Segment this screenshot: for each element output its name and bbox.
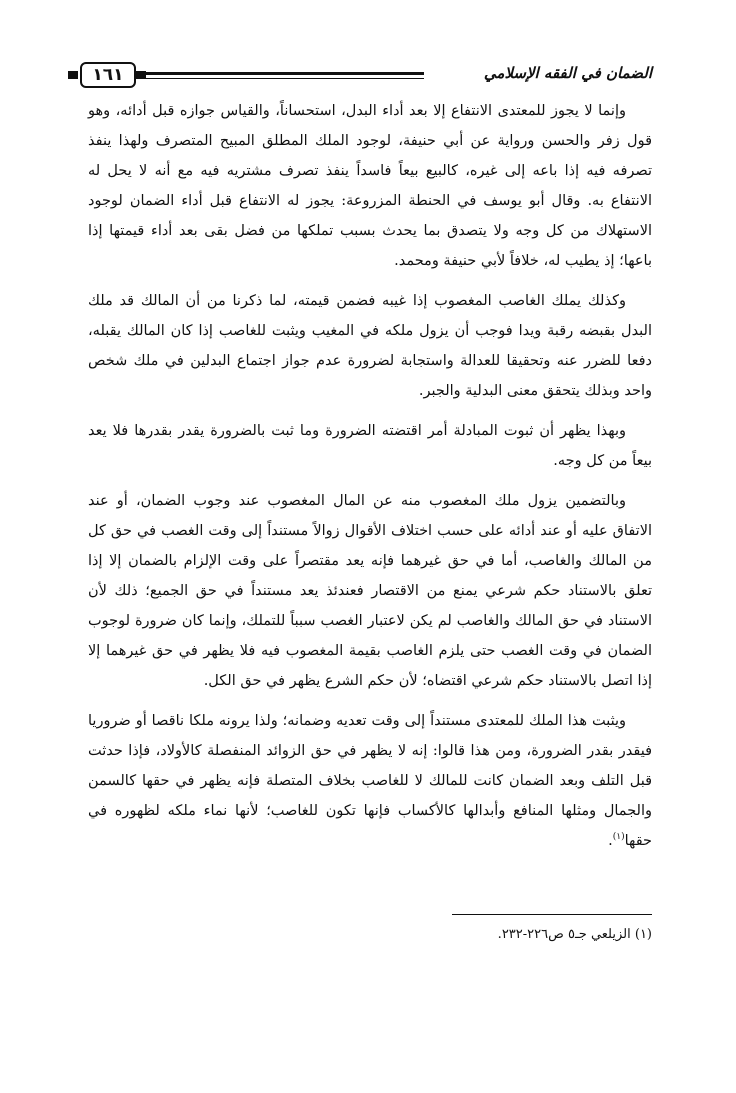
paragraph-2: وكذلك يملك الغاصب المغصوب إذا غيبه فضمن قيمته، لما ذكرنا من أن المالك قد ملك البدل بقبضه رقبة ويدا فوجب أن يزول ملكه في المغيب ويثبت للغاصب إذا كان المالك يقبله، دفعا للضرر عنه وتحقيقا للعدالة واستجابة لضرورة عدم جواز اجتماع البدلين في ملك شخص واحد وبذلك يتحقق معنى البدلية والجبر. — [88, 293, 652, 399]
header-rule-thin — [142, 78, 424, 79]
footnote-divider — [452, 914, 652, 915]
page-number-ornament-right — [136, 71, 146, 79]
paragraph-5-text: ويثبت هذا الملك للمعتدى مستنداً إلى وقت تعديه وضمانه؛ ولذا يرونه ملكا ناقصا أو ضروريا فيقدر بقدر الضرورة، ومن هذا قالوا: إنه لا يظهر في حق الزوائد المنفصلة كالأولاد، فإذا حدثت قبل التلف وبعد الضمان كانت للمالك لا للغاصب بخلاف المتصلة فإنه يظهر في حقها كالسمن والجمال ومثلها المنافع وأبدالها كالأكساب فإنها تكون للغاصب؛ لأنها نماء ملكه لظهوره في حقها — [88, 713, 652, 849]
paragraph-5 — [88, 706, 652, 856]
page-header — [62, 62, 652, 92]
page-number-ornament-left — [68, 71, 78, 79]
paragraph-5-end: . — [608, 833, 613, 849]
footnote-marker: (١) — [612, 832, 625, 843]
body-text — [88, 96, 652, 866]
footnote: (١) الزيلعي جـ٥ ص٢٢٦-٢٣٢. — [497, 927, 652, 942]
book-title: الضمان في الفقه الإسلامي — [483, 64, 652, 82]
page-number: ١٦١ — [80, 62, 136, 88]
paragraph-1: وإنما لا يجوز للمعتدى الانتفاع إلا بعد أداء البدل، استحساناً، والقياس جوازه قبل أدائه، وهو قول زفر والحسن ورواية عن أبي حنيفة، لوجود الملك المطلق المبيح المتصرف ولهذا ينفذ تصرفه فيه إذا باعه إلى غيره، كالبيع بيعاً فاسداً ينفذ تصرف مشتريه فيه مع أنه لا يحل له الانتفاع به. وقال أبو يوسف في الحنطة المزروعة: يجوز له الانتفاع قبل أداء الضمان لوجود الاستهلاك من كل وجه ولا يتصدق بما يحدث بسبب تملكها من فضل بقى بعد أداء قيمتها إذا باعها؛ إذ يطيب له، خلافاً لأبي حنيفة ومحمد. — [88, 103, 652, 269]
paragraph-3: وبهذا يظهر أن ثبوت المبادلة أمر اقتضته الضرورة وما ثبت بالضرورة يقدر بقدرها فلا يعد بيعاً من كل وجه. — [88, 423, 652, 469]
paragraph-4: وبالتضمين يزول ملك المغصوب منه عن المال المغصوب عند وجوب الضمان، أو عند الاتفاق عليه أو عند أدائه على حسب اختلاف الأقوال زوالاً مستنداً إلى وقت الغصب في حق كل من المالك والغاصب، أما في حق غيرهما فإنه يعد مقتصراً على وقت الإلزام بالضمان إلا إذا تعلق بالاستناد حكم شرعي يمنع من الاقتصار فعندئذ يعد مستنداً في حق الجميع؛ ذلك لأن الاستناد في حق المالك والغاصب لم يكن لاعتبار الغصب سبباً للتملك، وإنما كان ضرورة لوجوب الضمان في وقت الغصب حتى يلزم الغاصب بقيمة المغصوب فيه فلا يظهر في حق غيرهما إلا إذا اتصل بالاستناد حكم شرعي اقتضاه؛ لأن حكم الشرع يظهر في حق الكل. — [88, 493, 652, 689]
header-rule-thick — [142, 72, 424, 75]
